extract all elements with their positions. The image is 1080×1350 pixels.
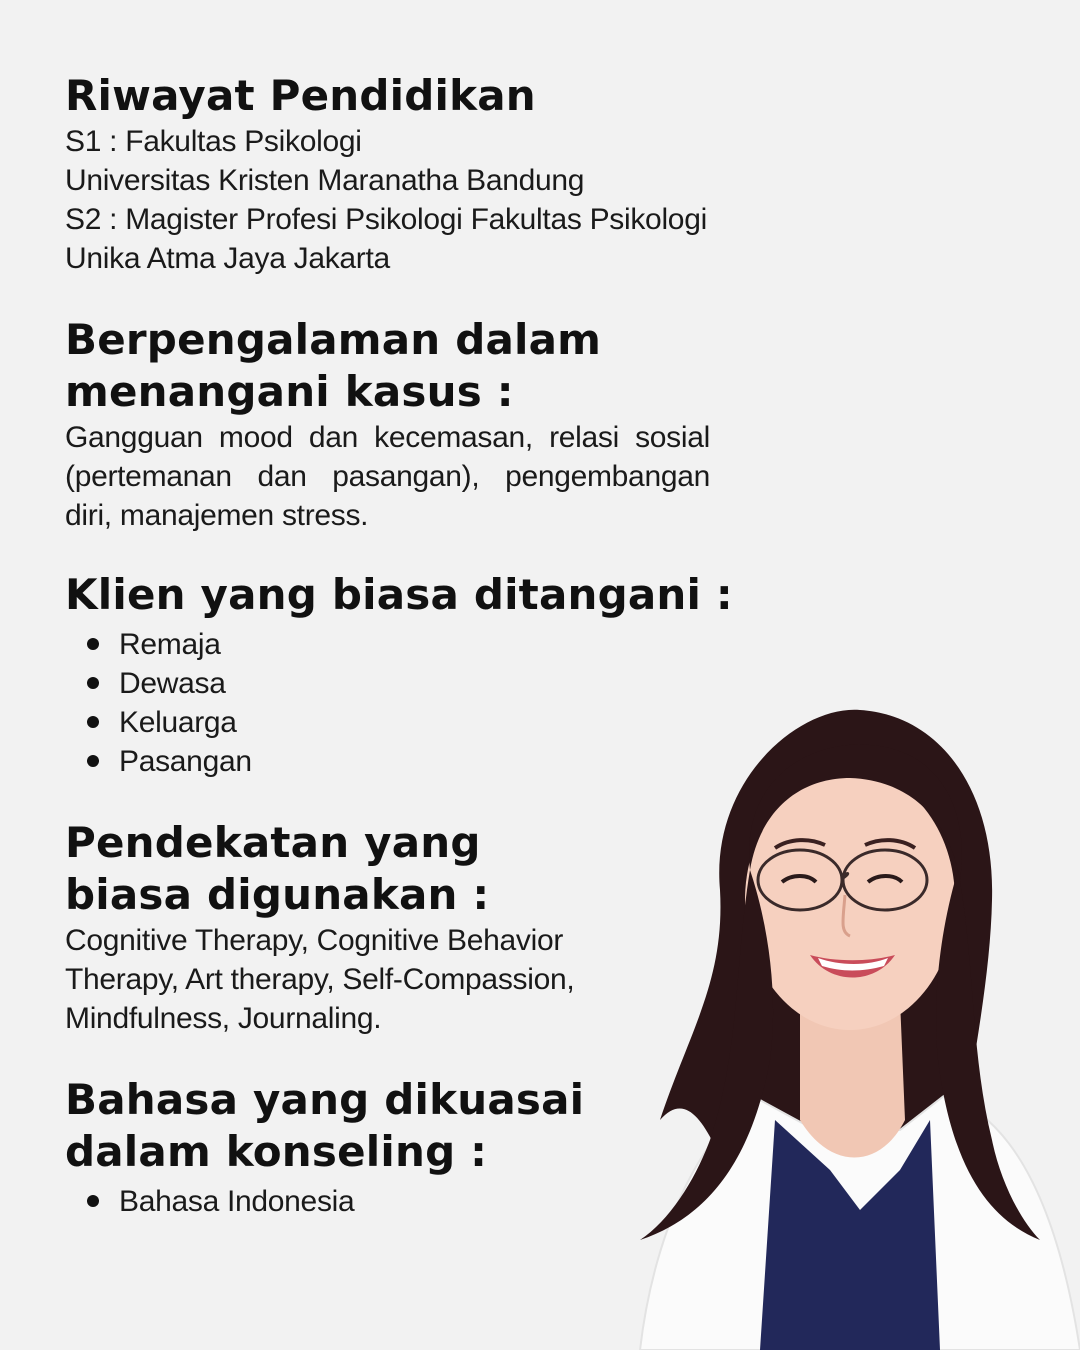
languages-heading-line1: Bahasa yang dikuasai [65, 1075, 585, 1124]
approach-heading-line1: Pendekatan yang [65, 818, 481, 867]
experience-heading-line2: menangani kasus : [65, 367, 514, 416]
education-line: Unika Atma Jaya Jakarta [65, 242, 390, 275]
education-heading: Riwayat Pendidikan [65, 71, 536, 120]
list-item: Dewasa [87, 664, 745, 703]
bullet-icon [87, 755, 99, 767]
bullet-icon [87, 677, 99, 689]
list-item: Keluarga [87, 703, 745, 742]
experience-heading-line1: Berpengalaman dalam [65, 315, 602, 364]
approach-text: Cognitive Therapy, Cognitive Behavior Therapy, Art therapy, Self-Compassion, Mindfulness, Journaling. [65, 924, 575, 1035]
bullet-icon [87, 1195, 99, 1207]
languages-heading [65, 1074, 585, 1178]
education-section [65, 70, 745, 278]
education-line: S2 : Magister Profesi Psikologi Fakultas Psikologi [65, 203, 707, 236]
portrait-photo [600, 700, 1080, 1350]
experience-section [65, 314, 745, 535]
languages-heading-line2: dalam konseling : [65, 1127, 488, 1176]
bullet-icon [87, 716, 99, 728]
approach-heading [65, 817, 585, 921]
list-item: Remaja [87, 625, 745, 664]
experience-heading [65, 314, 745, 418]
list-item: Bahasa Indonesia [87, 1182, 745, 1221]
education-line: Universitas Kristen Maranatha Bandung [65, 164, 585, 197]
experience-text: Gangguan mood dan kecemasan, relasi sosial (pertemanan dan pasangan), pengembangan diri, manajemen stress. [65, 421, 710, 532]
list-item: Pasangan [87, 742, 745, 781]
approach-heading-line2: biasa digunakan : [65, 870, 490, 919]
education-line: S1 : Fakultas Psikologi [65, 125, 362, 158]
clients-heading: Klien yang biasa ditangani : [65, 570, 733, 619]
bullet-icon [87, 638, 99, 650]
